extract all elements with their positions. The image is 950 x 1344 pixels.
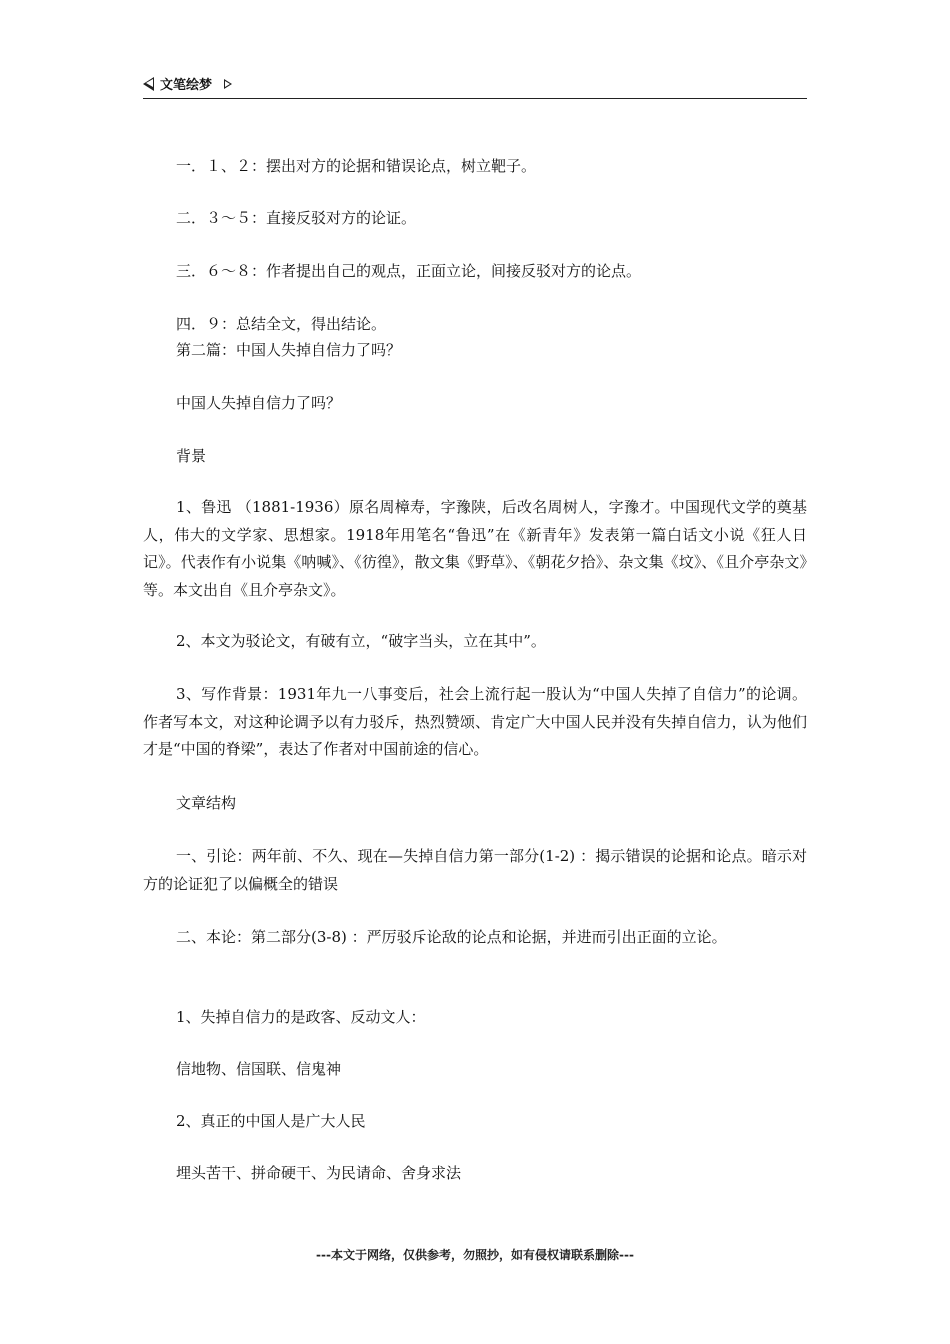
structure-line-3: 三．６～８：作者提出自己的观点，正面立论，间接反驳对方的论点。 — [176, 262, 642, 280]
page-footer: ---本文于网络，仅供参考，勿照抄，如有侵权请联系删除--- — [316, 1248, 634, 1262]
structure-line-1: 一．１、２：摆出对方的论据和错误论点，树立靶子。 — [176, 157, 537, 175]
triangle-left-icon — [143, 77, 154, 91]
paragraph-context: 3、写作背景：1931年九一八事变后，社会上流行起一股认为“中国人失掉了自信力”的论调。作者写本文，对这种论调予以有力驳斥，热烈赞颂、肯定广大中国人民并没有失掉自信力，认为他们才是“中国的脊梁”，表达了作者对中国前途的信心。 — [143, 685, 807, 758]
structure-line-4: 四．９：总结全文，得出结论。 — [176, 315, 387, 333]
point-1: 1、失掉自信力的是政客、反动文人： — [176, 1008, 426, 1026]
point-1-detail: 信地物、信国联、信鬼神 — [176, 1060, 342, 1078]
point-2-detail: 埋头苦干、拼命硬干、为民请命、舍身求法 — [176, 1164, 462, 1182]
article-title: 中国人失掉自信力了吗？ — [176, 394, 342, 412]
paragraph-genre: 2、本文为驳论文，有破有立，“破字当头，立在其中”。 — [176, 632, 546, 650]
structure-line-2: 二．３～５：直接反驳对方的论证。 — [176, 209, 417, 227]
point-2: 2、真正的中国人是广大人民 — [176, 1112, 366, 1130]
paragraph-introduction: 一、引论：两年前、不久、现在—失掉自信力第一部分(1-2) ：揭示错误的论据和论点。暗示对方的论证犯了以偏概全的错误 — [143, 847, 807, 893]
paragraph-body: 二、本论：第二部分(3-8) ：严厉驳斥论敌的论点和论据，并进而引出正面的立论。 — [176, 928, 727, 946]
header-title: 文笔绘梦 — [160, 78, 213, 93]
section-title: 第二篇：中国人失掉自信力了吗？ — [176, 341, 402, 359]
page-header — [143, 72, 807, 99]
header-brand — [143, 74, 232, 93]
paragraph-author: 1、鲁迅 （1881-1936）原名周樟寿，字豫陕，后改名周树人，字豫才。中国现代文学的奠基人，伟大的文学家、思想家。1918年用笔名“鲁迅”在《新青年》发表第一篇白话文小说《狂人日记》。代表作有小说集《呐喊》、《彷徨》，散文集《野草》、《朝花夕拾》、杂文集《坟》、《且介亭杂文》等。本文出自《且介亭杂文》。 — [143, 498, 807, 599]
triangle-right-icon — [224, 79, 232, 89]
heading-structure: 文章结构 — [176, 794, 237, 812]
heading-background: 背景 — [176, 447, 207, 465]
